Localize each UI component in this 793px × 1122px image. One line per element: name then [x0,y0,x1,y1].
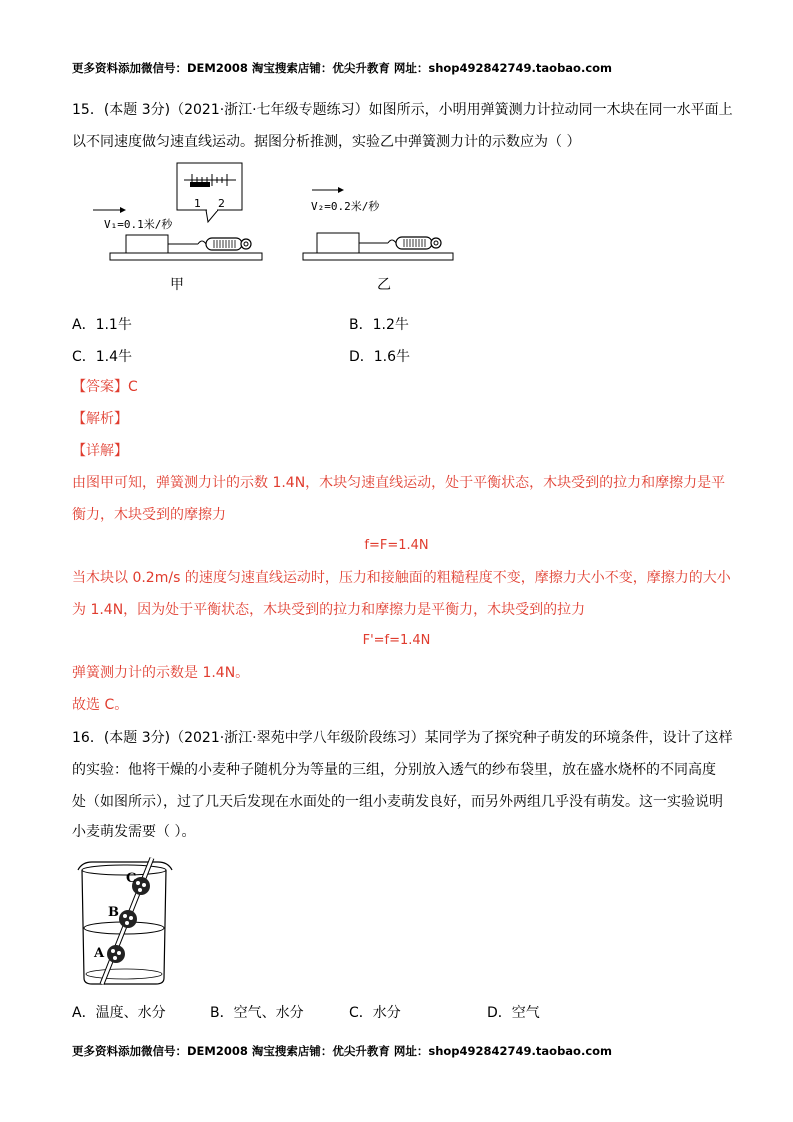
q16-stem-line1: 16．(本题 3分)（2021·浙江·翠苑中学八年级阶段练习）某同学为了探究种子萌发的环境条件，设计了这样 [72,730,733,746]
detail-line4: 为 1.4N，因为处于平衡状态，木块受到的拉力和摩擦力是平衡力，木块受到的拉力 [72,602,586,618]
q16-stem-line3: 处（如图所示），过了几天后发现在水面处的一组小麦萌发良好，而另外两组几乎没有萌发。这一实验说明 [72,794,723,810]
detail-line5: 弹簧测力计的示数是 1.4N。 [72,665,250,681]
answer-label: 【答案】 [72,379,128,395]
analysis-label: 【解析】 [72,411,128,427]
detail-line2: 衡力，木块受到的摩擦力 [72,507,226,523]
label-b: B [108,905,119,920]
q15-figure [90,160,470,300]
speed-label-v1: V₁=0.1米/秒 [104,218,173,231]
seed-bag-a [107,945,125,963]
q15-option-b: B．1.2牛 [349,317,409,333]
scale-label-1: 1 [194,197,201,210]
detail-line1: 由图甲可知，弹簧测力计的示数 1.4N，木块匀速直线运动，处于平衡状态，木块受到的拉力和摩擦力是平 [72,475,726,491]
label-c: C [126,871,137,886]
q15-option-c: C．1.4牛 [72,349,133,365]
answer-row [72,377,138,397]
conclusion: 故选 C。 [72,697,129,713]
q16-option-d: D．空气 [487,1005,540,1021]
q16-stem-line4: 小麦萌发需要（ ）。 [72,824,196,840]
speed-label-v2: V₂=0.2米/秒 [311,200,380,213]
figure-yi [303,187,453,260]
formula-2: F'=f=1.4N [362,633,431,648]
detail-line3: 当木块以 0.2m/s 的速度匀速直线运动时，压力和接触面的粗糙程度不变，摩擦力大小不变，摩擦力的大小 [72,570,731,586]
answer-value: C [128,379,138,395]
q16-option-c: C．水分 [349,1005,401,1021]
q15-option-d: D．1.6牛 [349,349,411,365]
page-footer: 更多资料添加微信号：DEM2008 淘宝搜索店铺：优尖升教育 网址：shop492842749.taobao.com [72,1044,613,1058]
formula-1: f=F=1.4N [364,538,429,553]
q16-beaker-figure [74,852,184,992]
seed-bag-b [119,910,137,928]
q15-stem-line2: 以不同速度做匀速直线运动。据图分析推测，实验乙中弹簧测力计的示数应为（ ） [72,134,581,150]
q16-stem-line2: 的实验：他将干燥的小麦种子随机分为等量的三组，分别放入透气的纱布袋里，放在盛水烧杯的不同高度 [72,762,716,778]
q16-option-b: B．空气、水分 [210,1005,304,1021]
q15-option-a: A．1.1牛 [72,317,132,333]
caption-yi: 乙 [377,277,391,293]
figure-jia [93,163,262,260]
page-header: 更多资料添加微信号：DEM2008 淘宝搜索店铺：优尖升教育 网址：shop492842749.taobao.com [72,61,613,75]
detail-label: 【详解】 [72,443,128,459]
q16-option-a: A．温度、水分 [72,1005,166,1021]
q15-stem-line1: 15．(本题 3分)（2021·浙江·七年级专题练习）如图所示，小明用弹簧测力计拉动同一木块在同一水平面上 [72,102,733,118]
scale-label-2: 2 [218,197,225,210]
label-a: A [94,946,105,961]
caption-jia: 甲 [170,277,184,293]
